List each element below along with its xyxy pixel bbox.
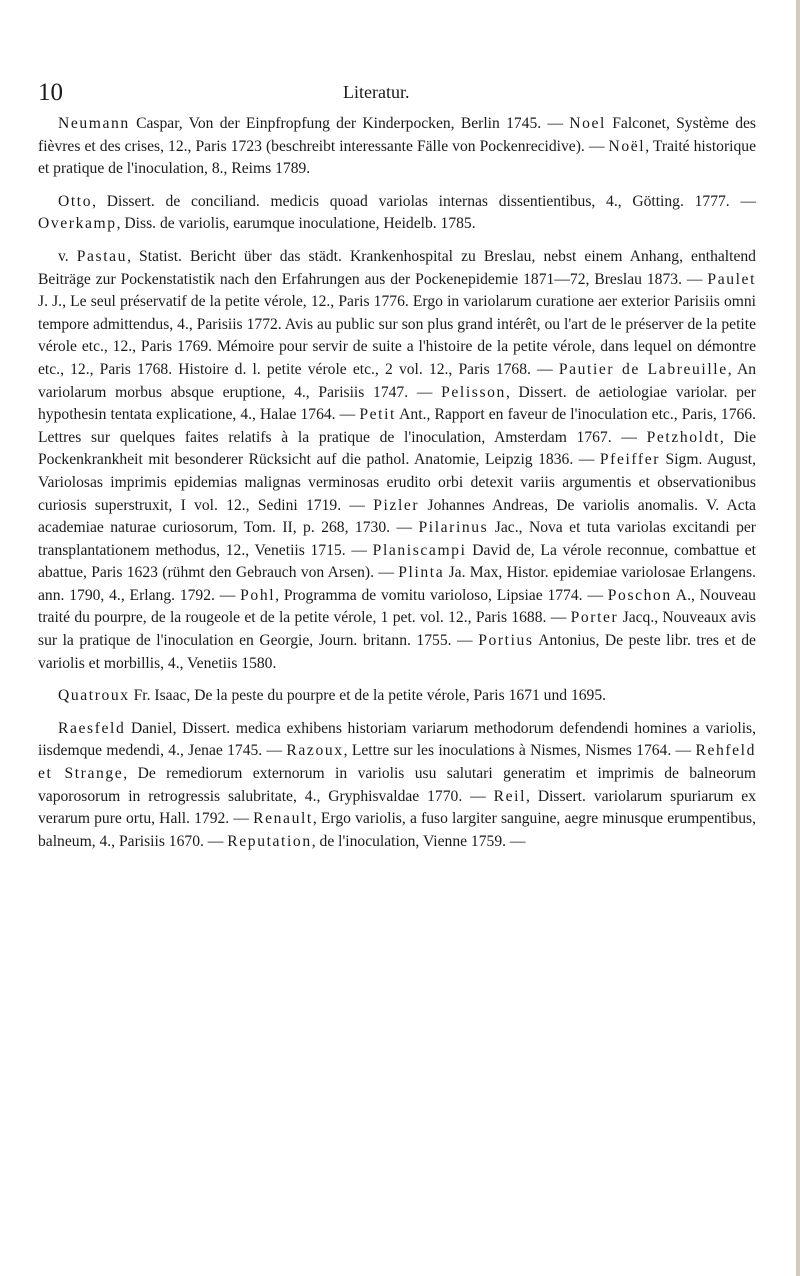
author-name: Noel [569, 115, 606, 132]
entry-text: , Diss. de variolis, earumque inoculatione, Heidelb. 1785. [116, 215, 476, 233]
entry-text: Ant., Rapport en faveur de l'inoculation etc., Paris, 1766. Lettres sur quelques faites relatifs à la pratique de l'inoculation, Amsterdam 1767. — [38, 406, 756, 446]
author-name: Pautier de Labreuille [558, 360, 728, 378]
entry-text: v. [58, 247, 77, 265]
author-name: Reil [493, 787, 527, 805]
entry-text: , Lettre sur les inoculations à Nismes, Nismes 1764. — [343, 742, 696, 760]
bibliography-paragraph-q [38, 685, 756, 708]
entry-text: Fr. Isaac, De la peste du pourpre et de la petite vérole, Paris 1671 und 1695. [129, 687, 607, 705]
author-name: Porter [570, 609, 619, 627]
bibliography-paragraph-n [38, 113, 756, 181]
entry-text: , De remediorum externorum in variolis usu salutari generatim et imprimis de balneorum vaporosorum in retrogressis salubritate, 4., Gryphisvaldae 1770. — [38, 765, 756, 805]
entry-text: Daniel, Dissert. medica exhibens historiam variarum methodorum defendendi homines a variolis, iisdemque medendi, 4., Jenae 1745. — [38, 719, 756, 760]
entry-text: , An variolarum morbus absque eruptione, 4., Parisiis 1747. — [38, 360, 757, 401]
author-name: Raesfeld [58, 719, 126, 737]
entry-text: Johannes Andreas, De variolis anomalis. V. Acta academiae naturae curiosorum, Tom. II, p. 268, 1730. — [38, 496, 756, 537]
author-name: Pohl [240, 586, 276, 604]
author-name: Pfeiffer [599, 451, 661, 469]
bibliography-body [38, 113, 756, 863]
entry-text: , Traité historique et pratique de l'inoculation, 8., Reims 1789. [38, 137, 756, 178]
entry-text: , Ergo variolis, a fuso largiter sanguine, aegre minusque erumpentibus, balneum, 4., Parisiis 1670. — [38, 810, 756, 850]
entry-text: , Statist. Bericht über das städt. Krankenhospital zu Breslau, nebst einem Anhang, enthaltend Beiträge zur Pockenstatistik nach den Erfahrungen aus der Pockenepidemie 1871—72, Breslau 1873. — [38, 247, 756, 288]
author-name: Overkamp [38, 215, 117, 233]
entry-text: Sigm. August, Variolosas imprimis epidemias malignas verminosas erudito orbi detexit variis argumentis et observationibus curiosis superstruxit, I vol. 12., Sedini 1719. — [38, 451, 756, 514]
entry-text: Antonius, De peste libr. tres et de variolis et morbillis, 4., Venetiis 1580. [38, 632, 756, 672]
author-name: Plinta [398, 564, 445, 582]
page-edge [796, 0, 800, 1276]
bibliography-paragraph-p [38, 246, 756, 675]
author-name: Petit [359, 406, 396, 424]
entry-text: Jac., Nova et tuta variolas excitandi per transplantationem methodus, 12., Venetiis 1715. — [38, 519, 756, 559]
running-title: Literatur. [343, 82, 410, 102]
author-name: Pizler [373, 496, 420, 514]
author-name: Neumann [58, 115, 130, 132]
author-name: Pilarinus [418, 519, 489, 537]
author-name: Noël [608, 137, 646, 155]
entry-text: Ja. Max, Histor. epidemiae variolosae Erlangens. ann. 1790, 4., Erlang. 1792. — [38, 564, 756, 604]
entry-text: Falconet, Système des fièvres et des crises, 12., Paris 1723 (beschreibt interessante Fälle von Pockenrecidive). — [38, 115, 756, 155]
author-name: Paulet [707, 270, 756, 288]
author-name: Renault [253, 810, 313, 828]
author-name: Razoux [286, 742, 344, 760]
page-number: 10 [38, 79, 63, 106]
author-name: Pelisson [441, 383, 506, 401]
author-name: Petzholdt [646, 428, 720, 446]
bibliography-paragraph-r [38, 718, 756, 854]
bibliography-paragraph-o [38, 191, 756, 236]
entry-text: , Dissert. de aetiologiae variolar. per hypothesin tentata explicatione, 4., Halae 1764. — [38, 383, 757, 424]
author-name: Planiscampi [372, 541, 467, 559]
author-name: Quatroux [58, 687, 130, 705]
author-name: Rehfeld et Strange [38, 742, 757, 783]
entry-text: , Die Pockenkrankheit mit besonderer Rücksicht auf die pathol. Anatomie, Leipzig 1836. — [38, 428, 757, 469]
page-header [0, 78, 800, 108]
entry-text: , Programma de vomitu varioloso, Lipsiae 1774. — [275, 586, 608, 604]
author-name: Otto [58, 192, 93, 210]
entry-text: David de, La vérole reconnue, combattue et abattue, Paris 1623 (rühmt den Gebrauch von Arsen). — [38, 541, 756, 582]
author-name: Reputation [227, 832, 312, 850]
author-name: Portius [478, 632, 534, 650]
entry-text: , Dissert. de conciliand. medicis quoad variolas internas dissentientibus, 4., Götting. 1777. — [92, 192, 756, 210]
entry-text: , Dissert. variolarum spuriarum ex verarum pure ortu, Hall. 1792. — [38, 787, 756, 828]
author-name: Pastau [76, 247, 128, 265]
entry-text: Jacq., Nouveaux avis sur la pratique de l'inoculation en Georgie, Journ. britann. 1755. — [38, 609, 756, 650]
entry-text: A., Nouveau traité du pourpre, de la rougeole et de la petite vérole, 1 pet. vol. 12., Paris 1688. — [38, 586, 756, 627]
entry-text: Caspar, Von der Einpfropfung der Kinderpocken, Berlin 1745. — [129, 115, 570, 132]
entry-text: J. J., Le seul préservatif de la petite vérole, 12., Paris 1776. Ergo in variolarum curatione aer exterior Parisiis omni tempore admittendus, 4., Parisiis 1772. Avis au public sur son plus grand intérêt, ou l'art de le préserver de la petite vérole etc., 12., Paris 1769. Mémoire pour servir de suite a l'histoire de la petite vérole, dans lequel on démontre etc., 12., Paris 1768. Histoire d. l. petite vérole etc., 2 vol. 12., Paris 1768. — [38, 293, 756, 378]
entry-text: , de l'inoculation, Vienne 1759. — [311, 832, 526, 850]
author-name: Poschon [607, 586, 672, 604]
